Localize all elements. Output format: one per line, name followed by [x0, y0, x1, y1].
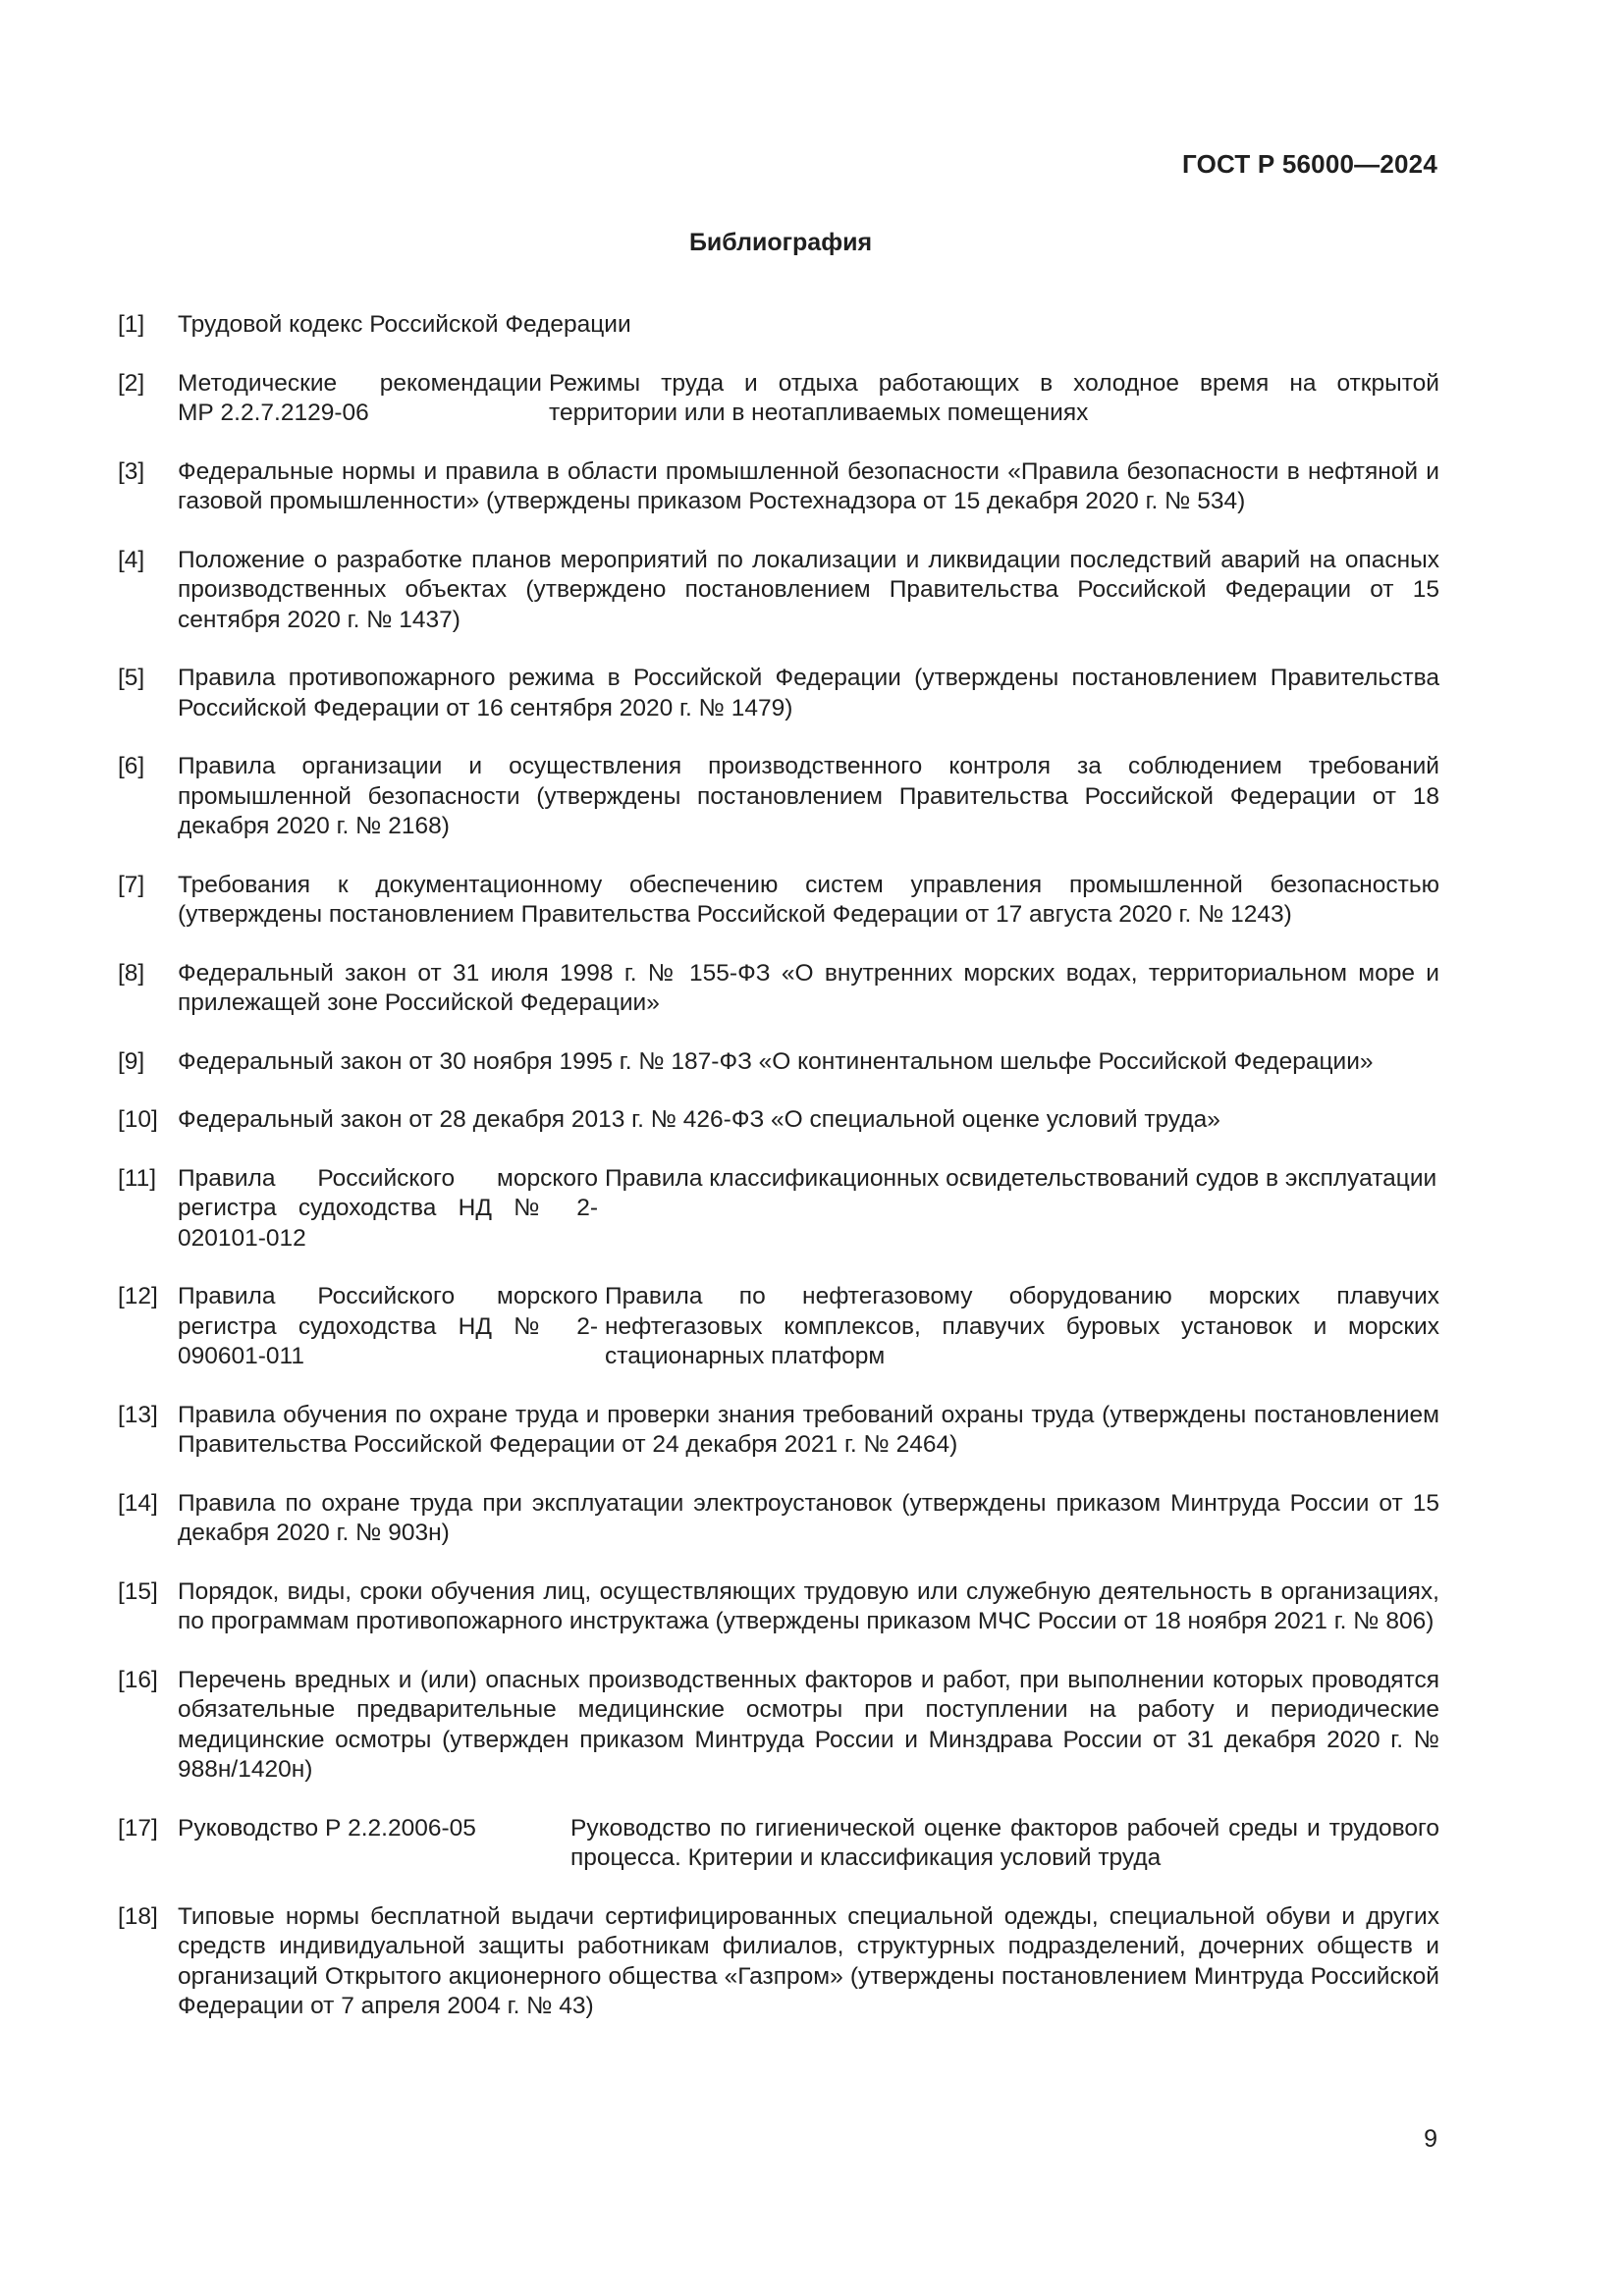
- entry-description: Руководство по гигиенической оценке факторов рабочей среды и трудового процесса. Критерии и классификация условий труда: [570, 1814, 1439, 1871]
- entry-number: [10]: [118, 1106, 158, 1133]
- bibliography-entry: [118, 457, 1439, 517]
- page-number: 9: [1424, 2125, 1437, 2153]
- entry-text: Федеральный закон от 31 июля 1998 г. № 155-ФЗ «О внутренних морских водах, территориальном море и прилежащей зоне Российской Федерации»: [178, 959, 1439, 1016]
- entry-number: [11]: [118, 1164, 157, 1192]
- bibliography-entry: [118, 1489, 1439, 1549]
- entry-source: Руководство Р 2.2.2006-05: [178, 1814, 476, 1842]
- entry-number: [15]: [118, 1577, 158, 1605]
- entry-text: Федеральный закон от 30 ноября 1995 г. № 187-ФЗ «О континентальном шельфе Российской Федерации»: [178, 1047, 1374, 1075]
- bibliography-entry: [118, 1164, 1439, 1255]
- entry-text: Федеральные нормы и правила в области промышленной безопасности «Правила безопасности в нефтяной и газовой промышленности» (утверждены приказом Ростехнадзора от 15 декабря 2020 г. № 534): [178, 457, 1439, 514]
- entry-text: Положение о разработке планов мероприятий по локализации и ликвидации последствий аварий на опасных производственных объектах (утверждено постановлением Правительства Российской Федерации от 15 сентября 2020 г. № 1437): [178, 546, 1439, 633]
- entry-number: [14]: [118, 1489, 158, 1517]
- bibliography-entry: [118, 871, 1439, 931]
- entry-text: Федеральный закон от 28 декабря 2013 г. № 426-ФЗ «О специальной оценке условий труда»: [178, 1106, 1220, 1133]
- entry-columns: [178, 1164, 1439, 1255]
- bibliography-entry: [118, 1105, 1439, 1136]
- entry-number: [3]: [118, 457, 145, 485]
- entry-text: Порядок, виды, сроки обучения лиц, осуществляющих трудовую или служебную деятельность в организациях, по программам противопожарного инструктажа (утверждены приказом МЧС России от 18 ноября 2021 г. № 806): [178, 1577, 1439, 1634]
- bibliography-entry: [118, 664, 1439, 723]
- entry-number: [12]: [118, 1283, 158, 1309]
- entry-columns: [178, 1814, 1439, 1874]
- section-title: Библиография: [688, 229, 873, 256]
- bibliography-entry: [118, 1666, 1439, 1786]
- entry-description: Правила по нефтегазовому оборудованию морских плавучих нефтегазовых комплексов, плавучих буровых установок и морских стационарных платформ: [605, 1283, 1439, 1369]
- entry-text: Правила обучения по охране труда и проверки знания требований охраны труда (утверждены постановлением Правительства Российской Федерации от 24 декабря 2021 г. № 2464): [178, 1401, 1439, 1458]
- bibliography-entry: [118, 959, 1439, 1019]
- entry-columns: [178, 1282, 1439, 1372]
- entry-text: Типовые нормы бесплатной выдачи сертифицированных специальной одежды, специальной обуви и других средств индивидуальной защиты работникам филиалов, структурных подразделений, дочерних обществ и организаций Открытого акционерного общества «Газпром» (утверждены постановлением Минтруда Российской Федерации от 7 апреля 2004 г. № 43): [178, 1902, 1439, 2019]
- entry-number: [2]: [118, 369, 145, 397]
- bibliography-entry: [118, 1902, 1439, 2022]
- entry-columns: [178, 369, 1439, 429]
- bibliography-entry: [118, 1282, 1439, 1372]
- entry-number: [4]: [118, 546, 145, 573]
- entry-number: [5]: [118, 665, 145, 691]
- entry-number: [9]: [118, 1047, 145, 1075]
- entry-source: Правила Российского морского регистра судоходства НД № 2-020101-012: [178, 1164, 598, 1252]
- entry-description: Режимы труда и отдыха работающих в холодное время на открытой территории или в неотапливаемых помещениях: [549, 369, 1439, 426]
- bibliography-entry: [118, 1577, 1439, 1637]
- entry-text: Перечень вредных и (или) опасных производственных факторов и работ, при выполнении которых проводятся обязательные предварительные медицинские осмотры при поступлении на работу и периодические медицинские осмотры (утвержден приказом Минтруда России и Минздрава России от 31 декабря 2020 г. № 988н/1420н): [178, 1666, 1439, 1783]
- entry-text: Требования к документационному обеспечению систем управления промышленной безопасностью (утверждены постановлением Правительства Российской Федерации от 17 августа 2020 г. № 1243): [178, 871, 1439, 928]
- entry-text: Правила противопожарного режима в Российской Федерации (утверждены постановлением Правительства Российской Федерации от 16 сентября 2020 г. № 1479): [178, 665, 1439, 721]
- bibliography-list: [118, 310, 1439, 2051]
- entry-number: [17]: [118, 1814, 158, 1842]
- bibliography-entry: [118, 369, 1439, 429]
- entry-number: [18]: [118, 1902, 158, 1930]
- entry-text: Правила организации и осуществления производственного контроля за соблюдением требований промышленной безопасности (утверждены постановлением Правительства Российской Федерации от 18 декабря 2020 г. № 2168): [178, 753, 1439, 839]
- document-number: ГОСТ Р 56000—2024: [1182, 149, 1437, 179]
- entry-text: Трудовой кодекс Российской Федерации: [178, 311, 631, 338]
- entry-number: [6]: [118, 753, 145, 779]
- bibliography-entry: [118, 1401, 1439, 1461]
- entry-number: [7]: [118, 871, 145, 898]
- entry-source: Методические рекомендации МР 2.2.7.2129-06: [178, 369, 542, 426]
- entry-source: Правила Российского морского регистра судоходства НД № 2-090601-011: [178, 1283, 598, 1369]
- entry-number: [1]: [118, 311, 145, 338]
- bibliography-entry: [118, 546, 1439, 636]
- entry-number: [13]: [118, 1401, 158, 1428]
- bibliography-entry: [118, 310, 1439, 341]
- bibliography-entry: [118, 1047, 1439, 1078]
- bibliography-entry: [118, 1814, 1439, 1874]
- entry-description: Правила классификационных освидетельствований судов в эксплуатации: [605, 1164, 1437, 1192]
- entry-number: [8]: [118, 959, 145, 987]
- entry-text: Правила по охране труда при эксплуатации электроустановок (утверждены приказом Минтруда России от 15 декабря 2020 г. № 903н): [178, 1489, 1439, 1546]
- bibliography-entry: [118, 752, 1439, 842]
- entry-number: [16]: [118, 1666, 158, 1693]
